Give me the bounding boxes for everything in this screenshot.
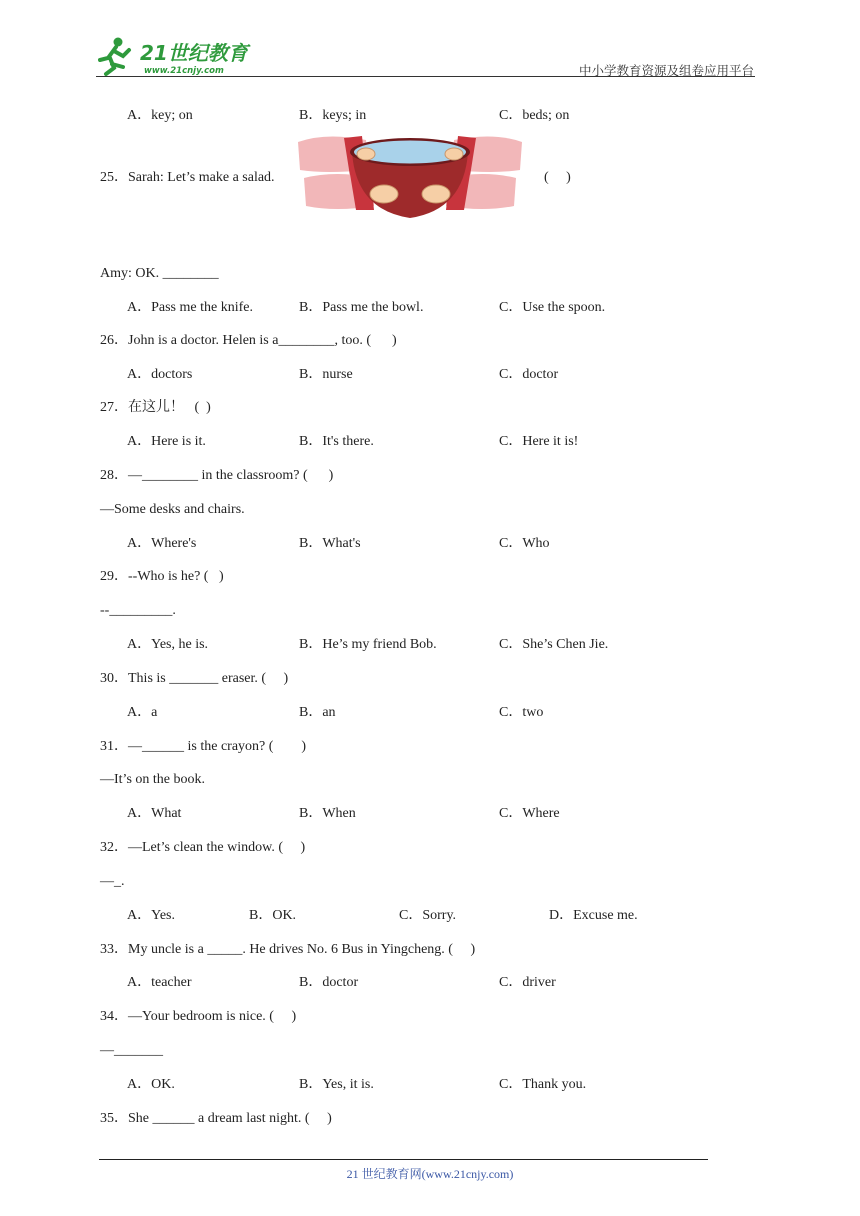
q33-stem: 33．My uncle is a _____. He drives No. 6 Bus in Yingcheng. ( ): [100, 942, 476, 957]
q34-option-c: C．Thank you.: [499, 1077, 587, 1092]
q32-option-b: B．OK.: [249, 908, 297, 923]
q28-option-a: A．Where's: [127, 536, 197, 551]
header-tagline: 中小学教育资源及组卷应用平台: [578, 64, 754, 78]
q27-option-a: A．Here is it.: [127, 434, 206, 449]
q30-option-b: B．an: [299, 705, 336, 720]
q34-option-a: A．OK.: [127, 1077, 175, 1092]
q29-option-a: A．Yes, he is.: [127, 637, 209, 652]
q28-option-b: B．What's: [299, 536, 361, 551]
q35-stem: 35．She ______ a dream last night. ( ): [100, 1111, 332, 1126]
q25-option-b: B．Pass me the bowl.: [299, 300, 424, 315]
q24-option-c: C．beds; on: [499, 108, 570, 123]
q30-stem: 30．This is _______ eraser. ( ): [100, 671, 289, 686]
q26-stem: 26．John is a doctor. Helen is a________, too. ( ): [100, 333, 397, 348]
logo-text: 21世纪教育: [140, 41, 248, 65]
q26-option-a: A．doctors: [127, 367, 193, 382]
q31-option-b: B．When: [299, 806, 356, 821]
q31-reply: —It’s on the book.: [100, 772, 205, 787]
header-divider: [96, 76, 755, 77]
q25-option-c: C．Use the spoon.: [499, 300, 606, 315]
q28-stem: 28．—________ in the classroom? ( ): [100, 468, 334, 483]
q25-stem: 25．Sarah: Let’s make a salad.: [100, 170, 275, 185]
q25-option-a: A．Pass me the knife.: [127, 300, 253, 315]
q32-option-c: C．Sorry.: [399, 908, 457, 923]
site-logo: [96, 34, 256, 78]
q32-option-d: D．Excuse me.: [549, 908, 638, 923]
q33-option-a: A．teacher: [127, 975, 192, 990]
q29-reply: --_________.: [100, 603, 176, 618]
q24-option-a: A．key; on: [127, 108, 193, 123]
q34-option-b: B．Yes, it is.: [299, 1077, 374, 1092]
q25-reply: Amy: OK. ________: [100, 266, 219, 281]
q29-stem: 29．--Who is he? ( ): [100, 569, 224, 584]
q34-reply: —_______: [100, 1043, 163, 1058]
q27-stem: 27．在这儿！ ( ): [100, 400, 211, 415]
q26-option-b: B．nurse: [299, 367, 353, 382]
q33-option-c: C．driver: [499, 975, 556, 990]
q25-answer-paren: ( ): [544, 170, 571, 185]
footer-divider: [99, 1159, 708, 1160]
bowl-illustration: [296, 130, 524, 222]
footer-link[interactable]: 21 世纪教育网(www.21cnjy.com): [346, 1167, 514, 1181]
q30-option-c: C．two: [499, 705, 544, 720]
q26-option-c: C．doctor: [499, 367, 559, 382]
q32-reply: —_.: [100, 874, 125, 889]
q31-option-a: A．What: [127, 806, 182, 821]
q34-stem: 34．—Your bedroom is nice. ( ): [100, 1009, 297, 1024]
q28-option-c: C．Who: [499, 536, 550, 551]
q27-option-c: C．Here it is!: [499, 434, 579, 449]
q28-reply: —Some desks and chairs.: [100, 502, 245, 517]
q29-option-b: B．He’s my friend Bob.: [299, 637, 437, 652]
runner-logo-icon: [100, 38, 129, 75]
q31-option-c: C．Where: [499, 806, 560, 821]
logo-url: www.21cnjy.com: [144, 66, 224, 76]
q29-option-c: C．She’s Chen Jie.: [499, 637, 609, 652]
q31-stem: 31．—______ is the crayon? ( ): [100, 739, 307, 754]
q24-option-b: B．keys; in: [299, 108, 367, 123]
q30-option-a: A．a: [127, 705, 158, 720]
q27-option-b: B．It's there.: [299, 434, 374, 449]
q32-option-a: A．Yes.: [127, 908, 175, 923]
q33-option-b: B．doctor: [299, 975, 359, 990]
q32-stem: 32．—Let’s clean the window. ( ): [100, 840, 306, 855]
